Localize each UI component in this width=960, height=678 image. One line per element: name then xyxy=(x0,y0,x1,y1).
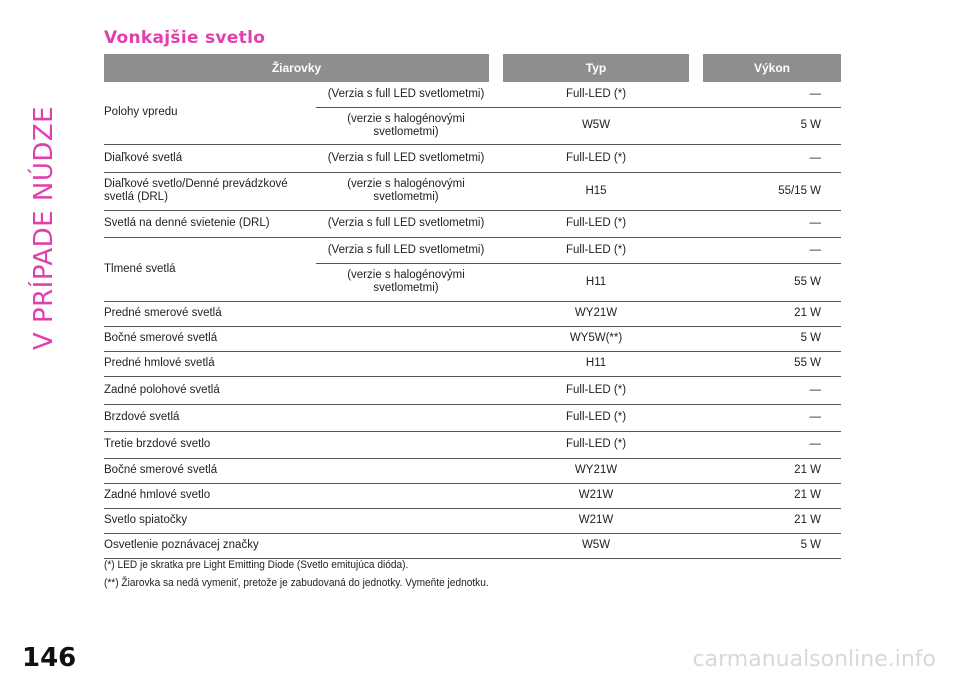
row-type: Full-LED (*) xyxy=(496,376,696,404)
table-row xyxy=(104,210,841,237)
row-variant: (Verzia s full LED svetlometmi) xyxy=(316,82,496,107)
row-label: Svetlá na denné svietenie (DRL) xyxy=(104,210,316,237)
row-type: Full-LED (*) xyxy=(496,144,696,172)
row-type: Full-LED (*) xyxy=(496,82,696,107)
row-label: Predné smerové svetlá xyxy=(104,301,316,326)
table-row xyxy=(104,458,841,483)
row-variant xyxy=(316,483,496,508)
table-row xyxy=(104,82,841,107)
row-power: 55 W xyxy=(696,263,841,301)
table-row xyxy=(104,483,841,508)
table-row xyxy=(104,404,841,431)
row-type: Full-LED (*) xyxy=(496,404,696,431)
row-type: WY21W xyxy=(496,301,696,326)
row-type: H11 xyxy=(496,351,696,376)
row-power: 5 W xyxy=(696,107,841,144)
row-power: 21 W xyxy=(696,301,841,326)
row-type: H15 xyxy=(496,172,696,210)
row-label: Brzdové svetlá xyxy=(104,404,316,431)
table-row xyxy=(104,144,841,172)
table-row xyxy=(104,301,841,326)
row-power: 21 W xyxy=(696,458,841,483)
table-row xyxy=(104,351,841,376)
row-power: 21 W xyxy=(696,508,841,533)
row-type: Full-LED (*) xyxy=(496,237,696,263)
row-variant xyxy=(316,351,496,376)
row-power: — xyxy=(696,376,841,404)
row-variant: (Verzia s full LED svetlometmi) xyxy=(316,237,496,263)
row-type: Full-LED (*) xyxy=(496,210,696,237)
row-variant: (Verzia s full LED svetlometmi) xyxy=(316,144,496,172)
row-power: — xyxy=(696,210,841,237)
row-power: — xyxy=(696,404,841,431)
row-variant: (verzie s halogénovými svetlometmi) xyxy=(316,172,496,210)
header-type: Typ xyxy=(496,54,696,82)
section-title: Vonkajšie svetlo xyxy=(104,28,266,48)
header-power: Výkon xyxy=(696,54,841,82)
row-variant xyxy=(316,326,496,351)
row-variant: (verzie s halogénovými svetlometmi) xyxy=(316,263,496,301)
row-variant xyxy=(316,301,496,326)
row-power: — xyxy=(696,431,841,458)
row-label: Diaľkové svetlá xyxy=(104,144,316,172)
row-variant: (Verzia s full LED svetlometmi) xyxy=(316,210,496,237)
watermark: carmanualsonline.info xyxy=(692,647,936,672)
row-label: Tlmené svetlá xyxy=(104,237,316,301)
row-power: — xyxy=(696,82,841,107)
table-header-row xyxy=(104,54,841,82)
row-type: W5W xyxy=(496,533,696,558)
row-type: H11 xyxy=(496,263,696,301)
row-variant xyxy=(316,376,496,404)
row-variant xyxy=(316,431,496,458)
row-power: 55 W xyxy=(696,351,841,376)
row-power: 55/15 W xyxy=(696,172,841,210)
row-label: Bočné smerové svetlá xyxy=(104,458,316,483)
bulbs-table xyxy=(104,54,841,559)
row-power: — xyxy=(696,144,841,172)
footnote-led: (*) LED je skratka pre Light Emitting Diode (Svetlo emitujúca dióda). xyxy=(104,559,409,571)
row-label: Zadné hmlové svetlo xyxy=(104,483,316,508)
table-row xyxy=(104,376,841,404)
table-row xyxy=(104,237,841,263)
row-variant xyxy=(316,508,496,533)
row-label: Polohy vpredu xyxy=(104,82,316,144)
footnote-bulb: (**) Žiarovka sa nedá vymeniť, pretože je zabudovaná do jednotky. Vymeňte jednotku. xyxy=(104,577,489,589)
row-variant xyxy=(316,533,496,558)
row-type: WY5W(**) xyxy=(496,326,696,351)
row-label: Predné hmlové svetlá xyxy=(104,351,316,376)
row-type: W21W xyxy=(496,508,696,533)
row-type: Full-LED (*) xyxy=(496,431,696,458)
row-label: Bočné smerové svetlá xyxy=(104,326,316,351)
page-number: 146 xyxy=(22,643,77,673)
row-type: WY21W xyxy=(496,458,696,483)
row-power: 5 W xyxy=(696,326,841,351)
row-label: Zadné polohové svetlá xyxy=(104,376,316,404)
row-variant xyxy=(316,458,496,483)
table-row xyxy=(104,431,841,458)
footnotes xyxy=(104,556,489,592)
header-bulbs: Žiarovky xyxy=(104,54,496,82)
chapter-title: V PRÍPADE NÚDZE xyxy=(29,105,59,351)
table-row xyxy=(104,326,841,351)
row-power: 21 W xyxy=(696,483,841,508)
table-row xyxy=(104,172,841,210)
row-label: Tretie brzdové svetlo xyxy=(104,431,316,458)
table-row xyxy=(104,508,841,533)
table-row xyxy=(104,533,841,558)
row-label: Svetlo spiatočky xyxy=(104,508,316,533)
row-variant xyxy=(316,404,496,431)
row-label: Diaľkové svetlo/Denné prevádzkové svetlá (DRL) xyxy=(104,172,316,210)
row-variant: (verzie s halogénovými svetlometmi) xyxy=(316,107,496,144)
row-type: W21W xyxy=(496,483,696,508)
row-power: — xyxy=(696,237,841,263)
row-label: Osvetlenie poznávacej značky xyxy=(104,533,316,558)
row-type: W5W xyxy=(496,107,696,144)
row-power: 5 W xyxy=(696,533,841,558)
